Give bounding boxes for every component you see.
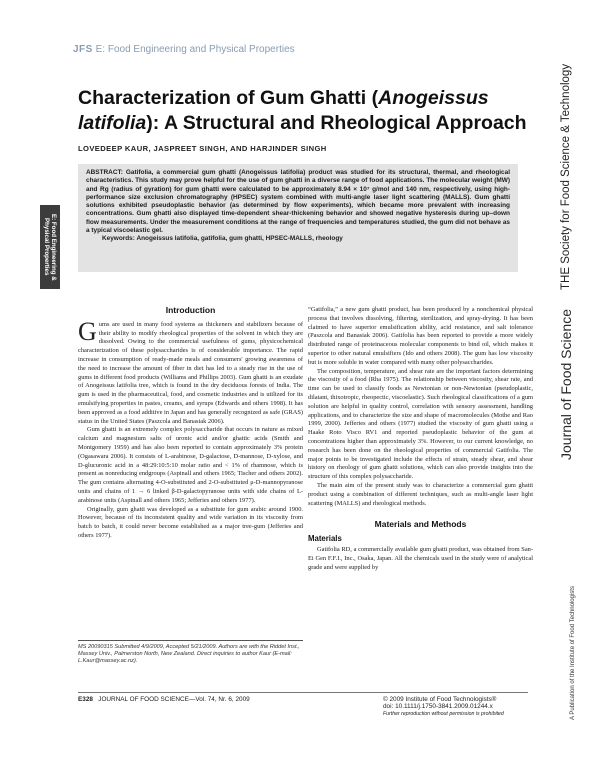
page-number: E328 bbox=[78, 696, 93, 703]
methods-heading: Materials and Methods bbox=[374, 519, 467, 530]
body-paragraph-2: The composition, temperature, and shear rate are the important factors determining the viscosity of a food (Rha 1975). The relationship between viscosity, shear rate, and time can be used to classify foods as Newtonian or non-Newtonian (pseudoplastic, dilatant, thixotropic, rheopectic, viscoelastic). Such rheological classifications of a gum solution are helpful in quality control, correlation with sensory assessment, handling applications, and to characterize the size and shape of macromolecules (Mothe and Rao 1999, 2000). Jefferies and others (1977) studied the viscosity of gum ghatti using a Haake Roto Visco RV1 and reported pseudoplastic behavior of the gum at concentrations higher than approximately 3%. However, to our current knowledge, no research has been done on the rheological properties of commercial Gatifolia. The major points to be investigated include the effects of strain, steady shear, and shear history on rheology of gum ghatti solutions, which can also provide insights into the structure of this complex polysaccharide. bbox=[308, 367, 533, 481]
journal-logo: Journal of Food Science bbox=[558, 309, 574, 460]
intro-paragraph-3: Originally, gum ghatti was developed as a substitute for gum arabic around 1900. However, because of its inconsistent quality and wide variation in its viscosity from batch to batch, it could never become established as a major tree-gum (Jefferies and others 1977). bbox=[78, 505, 303, 539]
manuscript-note: MS 20090315 Submitted 4/9/2009, Accepted 5/21/2009. Authors are with the Riddet Inst., Massey Univ., Palmerston North, New Zealand. Direct inquiries to author Kaur (E-mail: L.Kaur@massey.ac.nz). bbox=[78, 640, 303, 666]
page-footer bbox=[78, 692, 528, 717]
left-column bbox=[78, 306, 303, 541]
publisher-note: A Publication of the Institute of Food Technologists bbox=[570, 586, 576, 720]
right-column bbox=[308, 306, 533, 572]
intro-heading: Introduction bbox=[165, 305, 216, 315]
materials-subheading: Materials bbox=[308, 534, 342, 544]
footer-right bbox=[383, 696, 528, 718]
abstract-box bbox=[78, 164, 518, 272]
permission-note: Further reproduction without permission is prohibited bbox=[383, 710, 504, 717]
body-paragraph-1: “Gatifolia,” a new gum ghatti product, has been produced by a nonchemical physical process that involves dissolving, filtering, sterilization, and spray-drying. It has been claimed to have superior emulsification ability, acid resistance, and salt tolerance (Paszcola and Banasiak 2006). Gatifolia has been reported to provide a more widely distributed range of proteinaceous molecular components to bind oil, which makes it superior to other natural emulsifiers (Ido and others 2008). The gum has low viscosity but is more soluble in water compared with many other polysaccharides. bbox=[308, 306, 533, 366]
journal-section-tag bbox=[73, 44, 295, 55]
copyright: © 2009 Institute of Food Technologists® bbox=[383, 696, 497, 703]
journal-citation: JOURNAL OF FOOD SCIENCE—Vol. 74, Nr. 6, 2009 bbox=[98, 696, 250, 703]
doi: doi: 10.1111/j.1750-3841.2009.01244.x bbox=[383, 703, 493, 711]
materials-paragraph: Gatifolia RD, a commercially available gum ghatti product, was obtained from San-Ei Gen F.F.I., Inc., Osaka, Japan. All the chemicals used in the study were of analytical grade and were supplied by bbox=[308, 545, 533, 571]
author-list: LOVEDEEP KAUR, JASPREET SINGH, AND HARJINDER SINGH bbox=[78, 144, 327, 153]
section-name: E: Food Engineering and Physical Properties bbox=[95, 44, 295, 55]
section-side-tab: E: Food Engineering & Physical Properties bbox=[40, 205, 60, 289]
intro-paragraph-2: Gum ghatti is an extremely complex polysaccharide that occurs in nature as mixed calcium and magnesium salts of uronic acid and/or ghattic acids (Smith and Montgomery 1959) and has also been reported to contain approximately 3% protein (Ogasawara 2006). It consists of L-arabinose, D-galactose, D-mannose, D-xylose, and D-glucuronic acid in a 48:29:10:5:10 molar ratio and < 1% of rhamnose, which is present as nonreducing endgroups (Aspinall and others 1965; Tischer and others 2002). The gum contains alternating 4-O-substituted and 2-O-substituted μ-D-mannopyranose units and chains of 1 → 6 linked β-D-galactopyranose units with side chains of L-arabinose units (Aspinall and others 1965; Jefferies and others 1977). bbox=[78, 426, 303, 504]
section-code: JFS bbox=[73, 44, 93, 55]
body-paragraph-3: The main aim of the present study was to characterize a commercial gum ghatti product using a combination of different techniques, such as multi-angle laser light scattering (MALLS) and rheological methods. bbox=[308, 481, 533, 507]
intro-paragraph-1: Gums are used in many food systems as thickeners and stabilizers because of their ability to modify rheological properties of the solvent in which they are dissolved. Owing to the commercial usefulness of gums, physicochemical characterization of these polysaccharides is of considerable importance. The rapid increase in consumption of ready-made meals and consumers' growing awareness of the need to increase the amount of fiber in diet has led to a steady rise in the use of gums in different food products (Williams and Phillips 2003). Gum ghatti is an exudate of Anogeissus latifolia tree, which is found in the dry deciduous forests of India. The gum is used in the pharmaceutical, food, and cosmetic industries and is utilized for its emulsifying properties in pastes, creams, and syrups (Edwards and others 1998). It has been approved as a food additive in Japan and has generally recognized as safe (GRAS) status in the United States (Paszcola and Banasiak 2006). bbox=[78, 316, 303, 425]
society-banner: THE Society for Food Science & Technology bbox=[560, 63, 572, 290]
drop-cap: G bbox=[78, 316, 97, 346]
article-title: Characterization of Gum Ghatti (Anogeissus latifolia): A Structural and Rheological Approach bbox=[78, 87, 527, 134]
keywords: Keywords: Anogeissus latifolia, gatifolia, gum ghatti, HPSEC-MALLS, rheology bbox=[102, 235, 343, 242]
abstract-text: ABSTRACT: Gatifolia, a commercial gum ghatti (Anogeissus latifolia) product was studied for its structural, thermal, and rheological characteristics. This study may prove helpful for the use of gum ghatti in a diverse range of food applications. The molecular weight (MW) and Rg (radius of gyration) for gum ghatti were calculated to be approximately 8.94 × 10⁷ g/mol and 140 nm, respectively, using high-performance size exclusion chromatography (HPSEC) system combined with multi-angle laser light scattering (MALLS). Gum ghatti solutions exhibited pseudoplastic behavior (as determined by flow experiments), which became more prevalent with increasing concentrations. Gum ghatti also displayed time-dependent shear-thickening behavior and showed negative hysteresis during up–down flow measurements. Under the measurement conditions at the range of frequencies and temperatures studied, the gum did not behave as a typical viscoelastic gel. bbox=[86, 169, 510, 234]
